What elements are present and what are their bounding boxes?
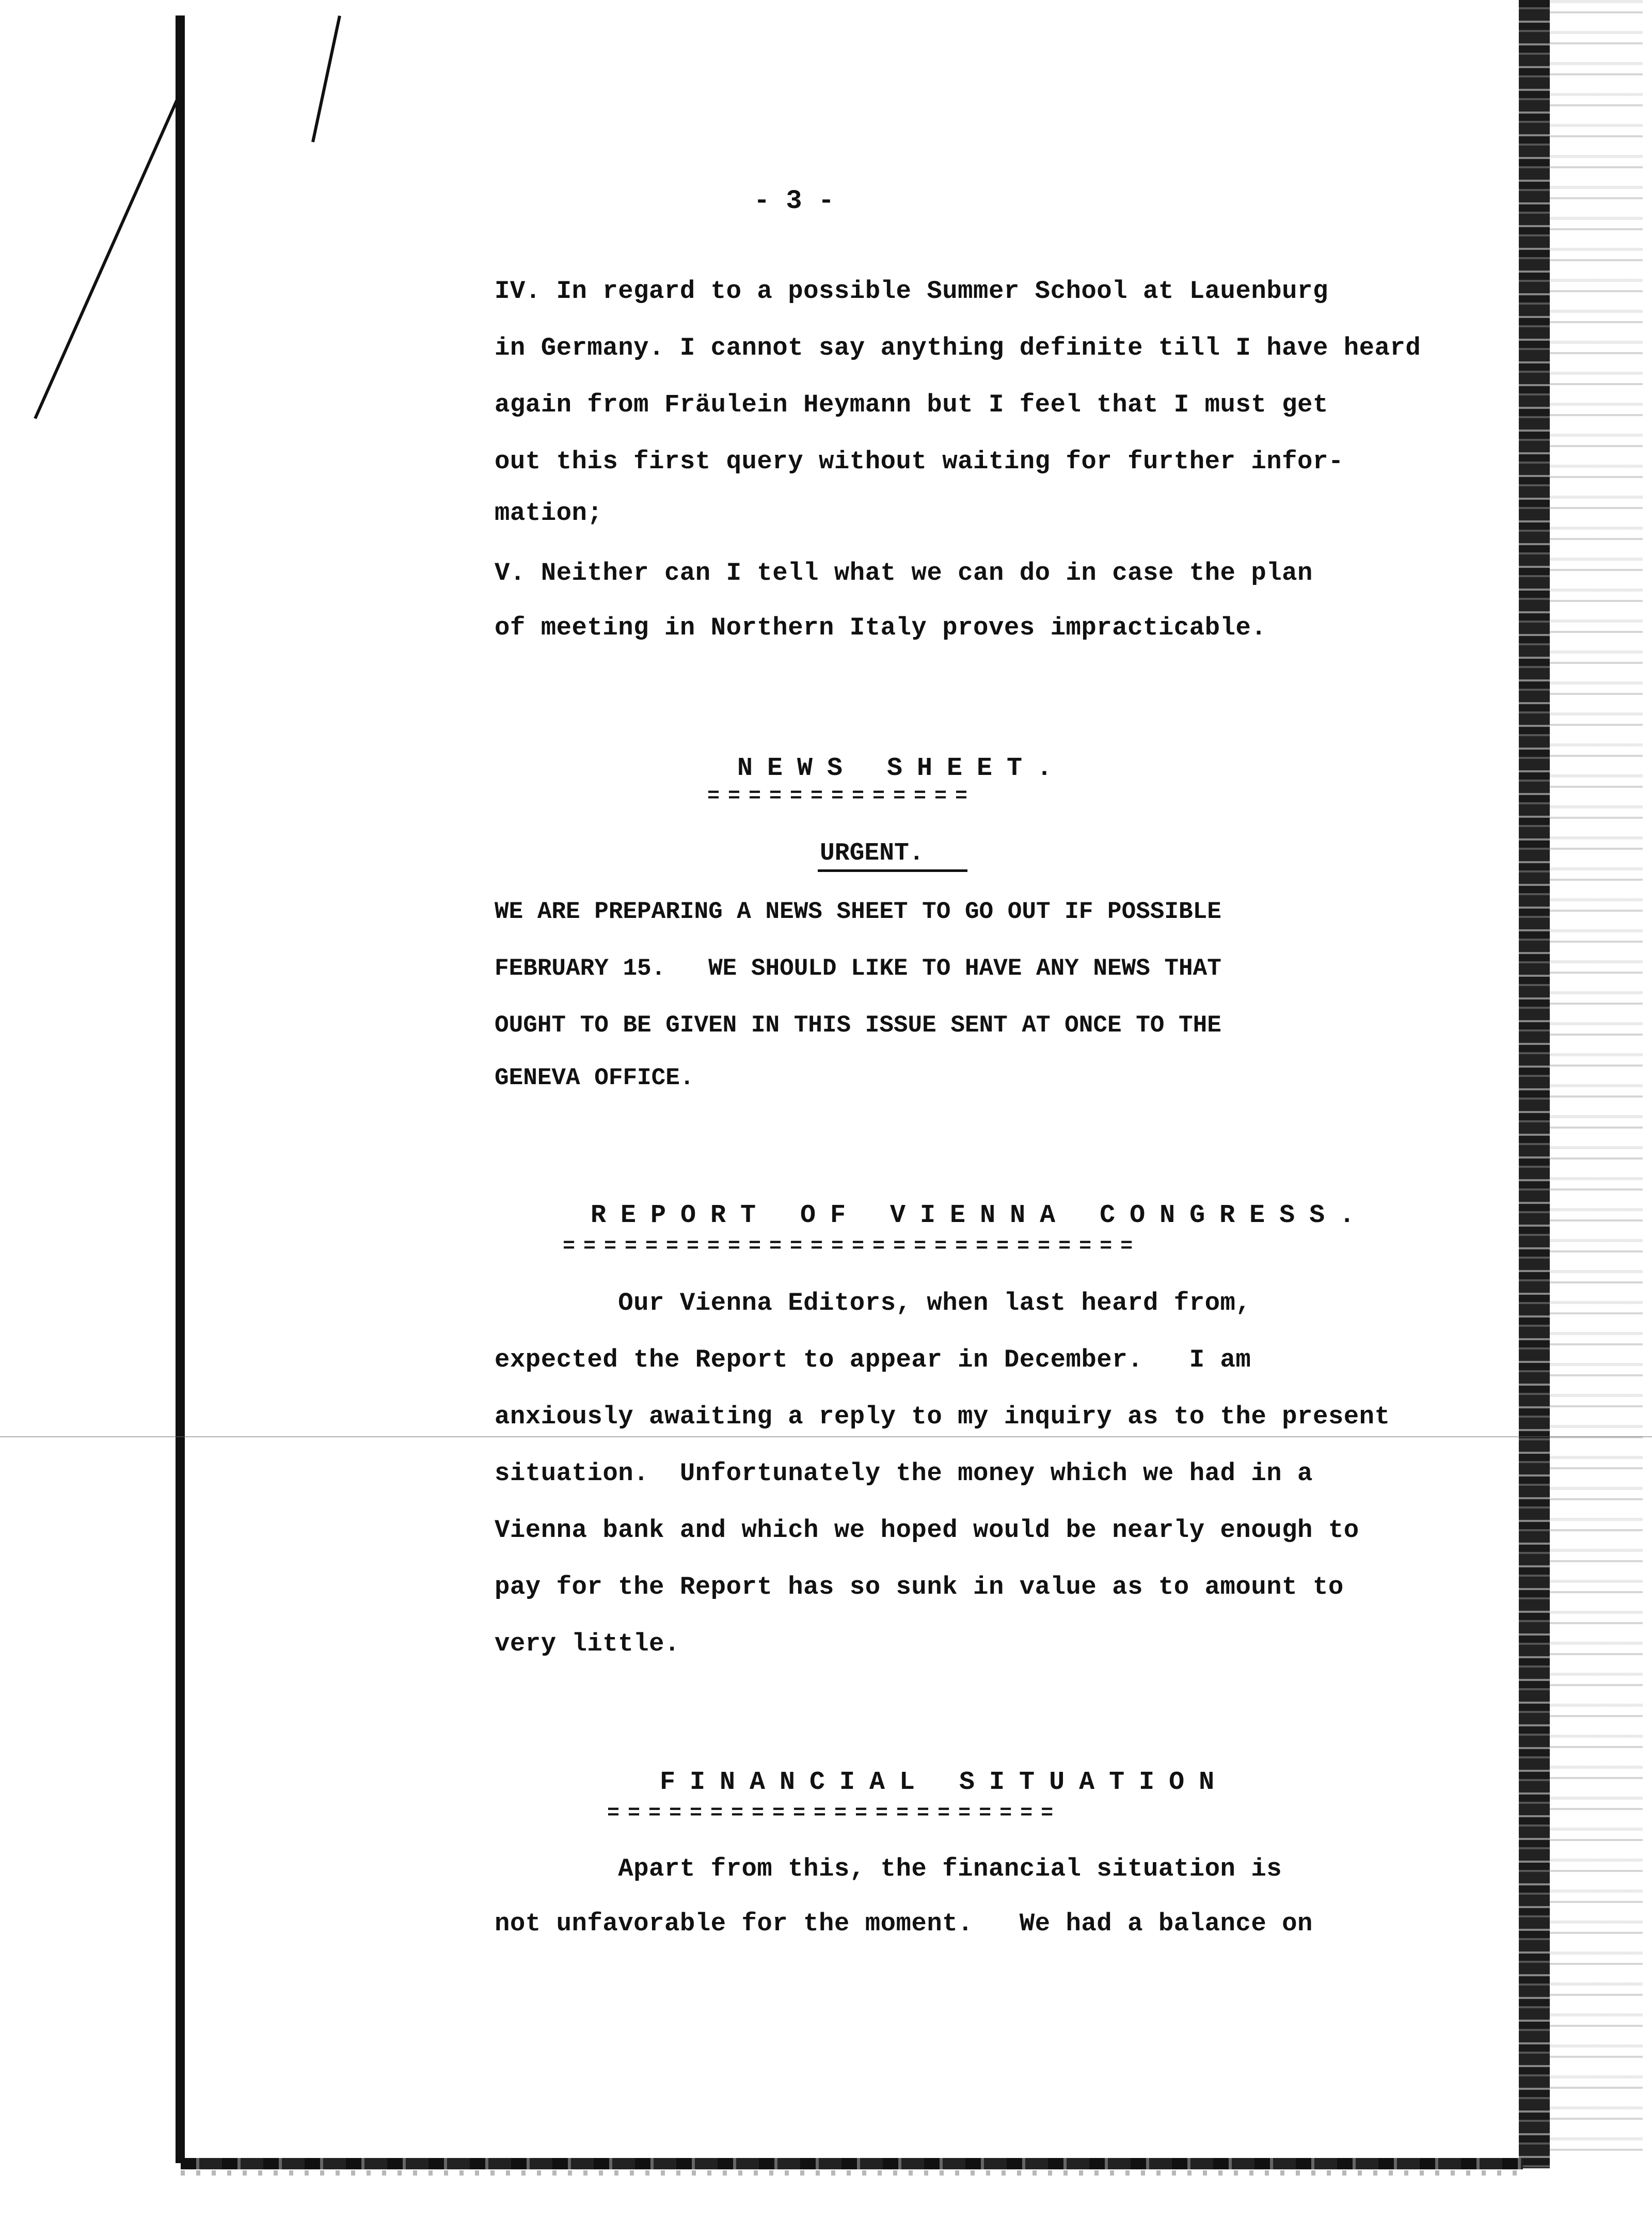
vienna-report-heading: REPORT OF VIENNA CONGRESS. [591, 1201, 1370, 1230]
scan-edge-bottom-fade [181, 2170, 1523, 2176]
section-v-line: of meeting in Northern Italy proves impracticable. [495, 613, 1267, 642]
section-iv-line: out this first query without waiting for further infor- [495, 447, 1344, 476]
vienna-report-line: very little. [495, 1629, 680, 1658]
section-iv-line: IV. In regard to a possible Summer School at Lauenburg [495, 277, 1328, 306]
urgent-underline [818, 869, 967, 872]
vienna-report-line: pay for the Report has so sunk in value as to amount to [495, 1573, 1344, 1601]
vienna-report-line: Our Vienna Editors, when last heard from, [495, 1289, 1251, 1318]
news-sheet-line: WE ARE PREPARING A NEWS SHEET TO GO OUT IF POSSIBLE [495, 898, 1221, 925]
vienna-report-line: anxiously awaiting a reply to my inquiry as to the present [495, 1402, 1390, 1431]
urgent-subheading: URGENT. [820, 839, 924, 867]
financial-rule: ====================== [607, 1802, 1062, 1825]
financial-line: not unfavorable for the moment. We had a balance on [495, 1909, 1313, 1938]
financial-line: Apart from this, the financial situation is [495, 1854, 1282, 1883]
scan-edge-left [176, 15, 185, 2163]
vienna-report-rule: ============================ [563, 1235, 1141, 1258]
pen-stroke [34, 88, 183, 419]
financial-heading: FINANCIAL SITUATION [660, 1768, 1229, 1797]
vienna-report-line: Vienna bank and which we hoped would be nearly enough to [495, 1516, 1359, 1545]
news-sheet-line: OUGHT TO BE GIVEN IN THIS ISSUE SENT AT ONCE TO THE [495, 1012, 1221, 1039]
scan-edge-right-fade [1550, 0, 1643, 2168]
section-v-line: V. Neither can I tell what we can do in case the plan [495, 559, 1313, 588]
section-iv-line: again from Fräulein Heymann but I feel that I must get [495, 390, 1328, 419]
vienna-report-line: expected the Report to appear in December. I am [495, 1345, 1251, 1374]
news-sheet-line: FEBRUARY 15. WE SHOULD LIKE TO HAVE ANY NEWS THAT [495, 955, 1221, 982]
news-sheet-heading: NEWS SHEET. [737, 754, 1067, 783]
news-sheet-rule: ============= [707, 785, 976, 808]
fold-line [0, 1436, 1652, 1437]
scan-edge-bottom [181, 2158, 1523, 2169]
section-iv-line: in Germany. I cannot say anything definite till I have heard [495, 334, 1421, 362]
page-number: - 3 - [754, 186, 835, 216]
vienna-report-line: situation. Unfortunately the money which we had in a [495, 1459, 1313, 1488]
pen-stroke-top [311, 15, 341, 142]
scan-edge-right [1519, 0, 1550, 2168]
section-iv-line: mation; [495, 499, 603, 528]
news-sheet-line: GENEVA OFFICE. [495, 1065, 694, 1091]
